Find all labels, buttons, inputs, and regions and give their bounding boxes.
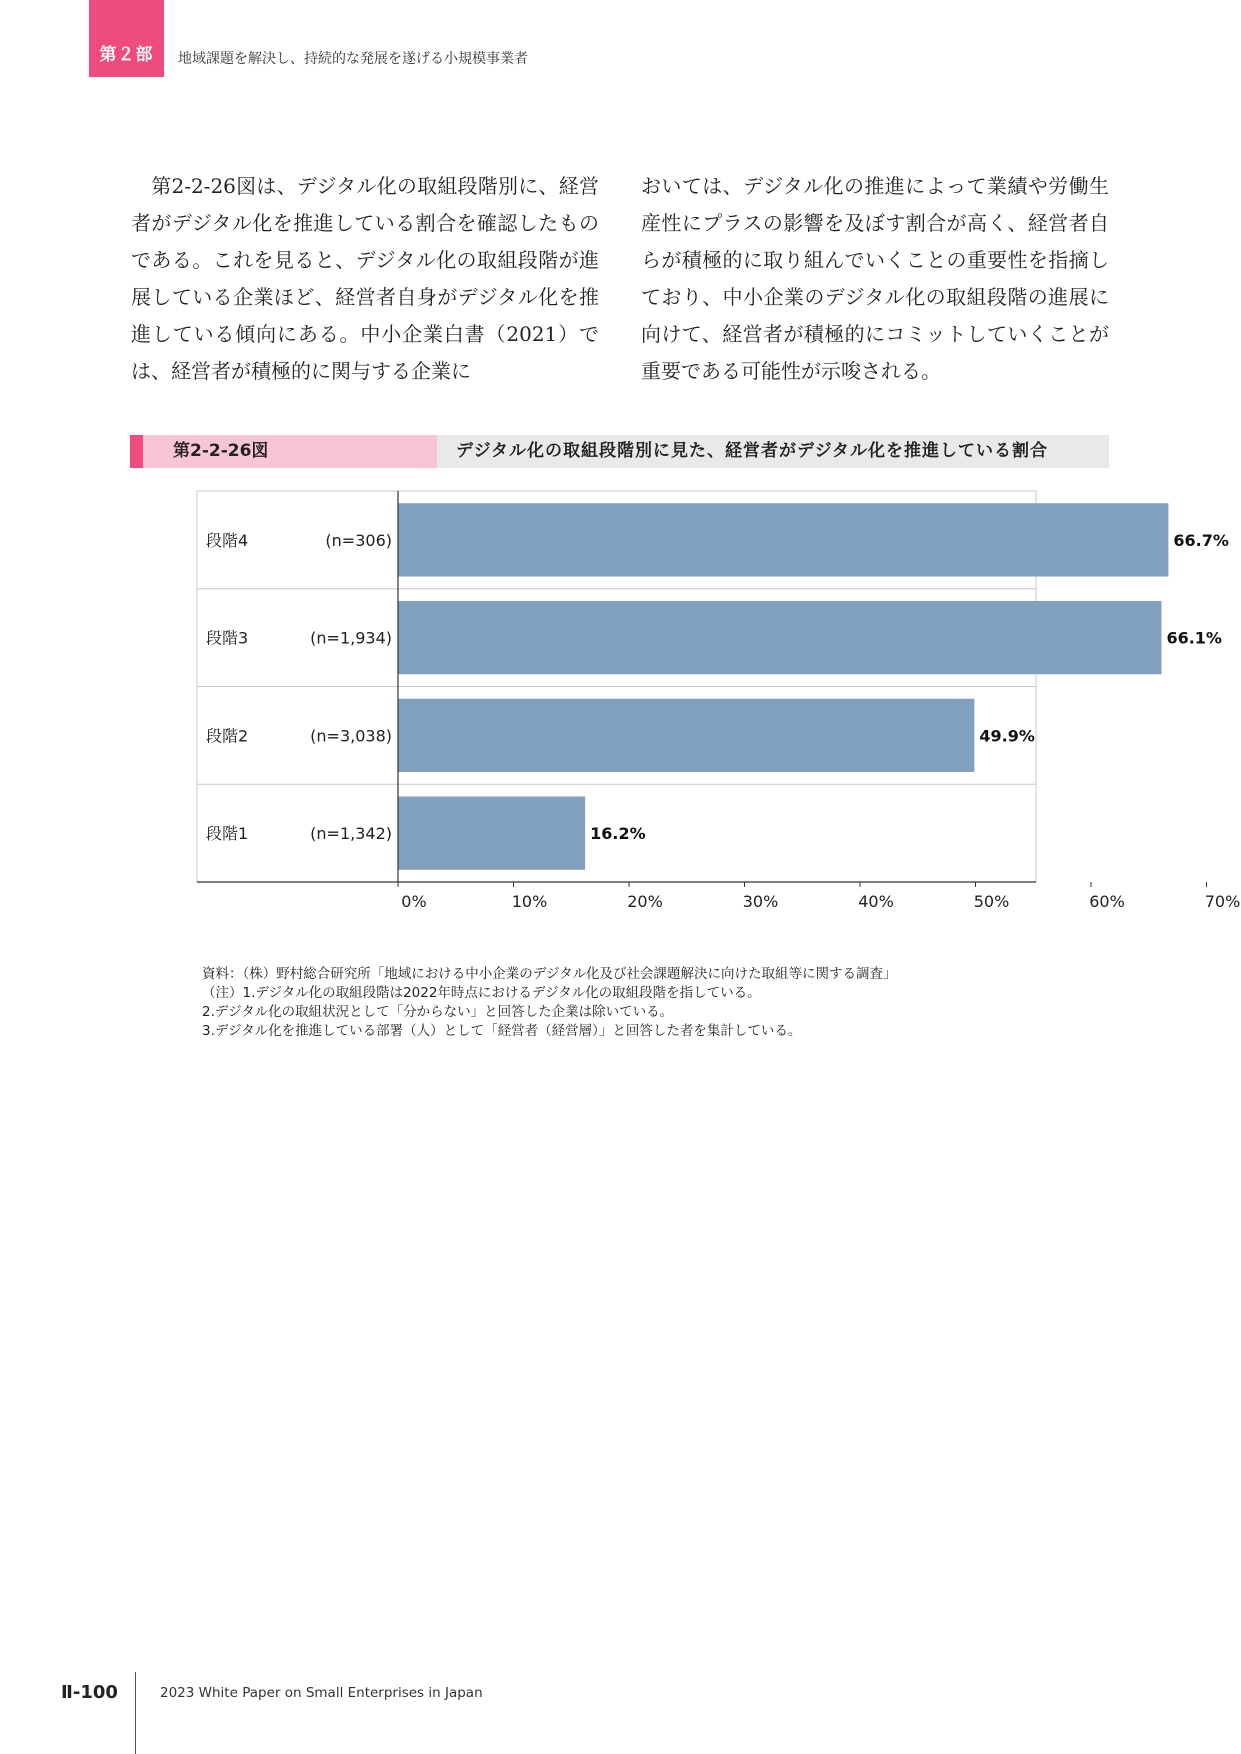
sample-size-label: (n=306) — [325, 530, 392, 550]
x-tick-label: 10% — [511, 892, 548, 911]
sample-size-label: (n=3,038) — [310, 726, 392, 746]
part-title: 地域課題を解決し、持続的な発展を遂げる小規模事業者 — [178, 51, 528, 67]
x-tick-label: 50% — [973, 892, 1010, 911]
x-tick-label: 60% — [1089, 892, 1125, 911]
bar — [398, 796, 585, 869]
note-3: 3.デジタル化を推進している部署（人）として「経営者（経営層）」と回答した者を集計している。 — [202, 1023, 802, 1039]
category-label: 段階3 — [206, 628, 249, 648]
x-tick-label: 30% — [742, 892, 779, 911]
x-tick-label: 40% — [858, 892, 894, 911]
x-tick-label: 70% — [1204, 892, 1241, 911]
x-tick-label: 0% — [401, 892, 427, 911]
category-label: 段階4 — [206, 530, 249, 550]
body-text-left: 第2-2-26図は、デジタル化の取組段階別に、経営者がデジタル化を推進している割合を確認したものである。これを見ると、デジタル化の取組段階が進展している企業ほど、経営者自身がデジタル化を推進している傾向にある。中小企業白書（2021）では、経営者が積極的に関与する企業に — [131, 174, 599, 383]
note-1: （注）1.デジタル化の取組段階は2022年時点におけるデジタル化の取組段階を指している。 — [202, 985, 761, 1001]
data-label: 66.7% — [1173, 530, 1229, 550]
category-label: 段階2 — [206, 726, 249, 746]
note-2: 2.デジタル化の取組状況として「分からない」と回答した企業は除いている。 — [202, 1004, 674, 1020]
bar — [398, 601, 1161, 674]
page-number: Ⅱ-100 — [61, 1682, 118, 1703]
figure-title: デジタル化の取組段階別に見た、経営者がデジタル化を推進している割合 — [456, 441, 1048, 461]
data-label: 16.2% — [590, 824, 646, 844]
bar — [398, 699, 974, 772]
part-label: 第２部 — [89, 0, 164, 77]
footer-divider — [135, 1672, 136, 1754]
data-label: 66.1% — [1166, 628, 1222, 648]
body-text-right: おいては、デジタル化の推進によって業績や労働生産性にプラスの影響を及ぼす割合が高く、経営者自らが積極的に取り組んでいくことの重要性を指摘しており、中小企業のデジタル化の取組段階の進展に向けて、経営者が積極的にコミットしていくことが重要である可能性が示唆される。 — [641, 174, 1109, 383]
category-label: 段階1 — [206, 824, 249, 844]
sample-size-label: (n=1,934) — [310, 628, 392, 648]
data-label: 49.9% — [979, 726, 1035, 746]
note-source: 資料：（株）野村総合研究所「地域における中小企業のデジタル化及び社会課題解決に向けた取組等に関する調査」 — [202, 966, 897, 982]
figure-number: 第2-2-26図 — [143, 435, 437, 468]
bar — [398, 503, 1168, 576]
sample-size-label: (n=1,342) — [310, 824, 392, 844]
figure-notes — [202, 965, 896, 1041]
x-tick-label: 20% — [627, 892, 663, 911]
publication-title: 2023 White Paper on Small Enterprises in Japan — [160, 1685, 483, 1701]
